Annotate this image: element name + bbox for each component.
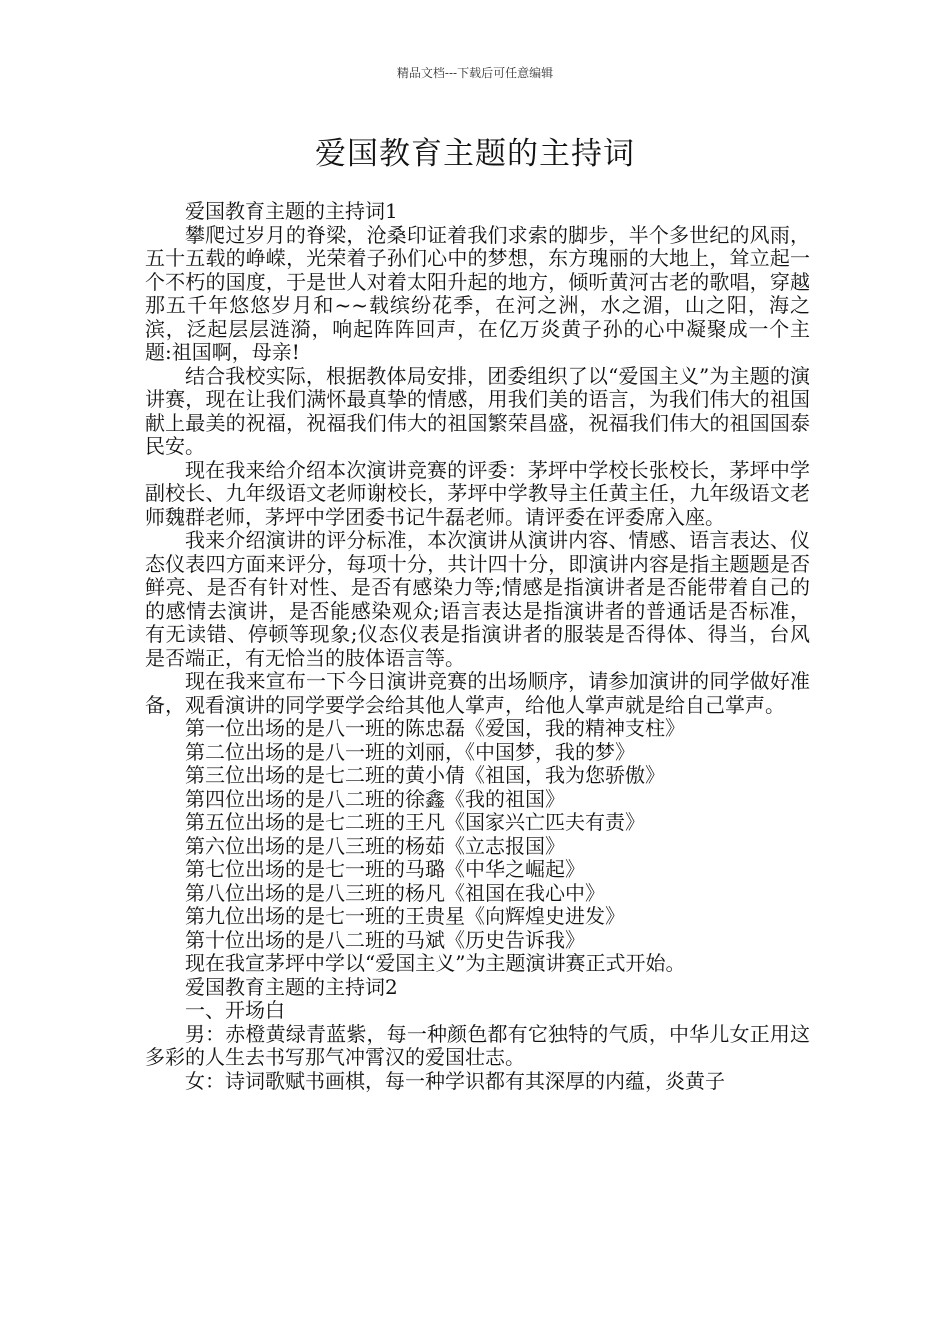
- list-item: 第十位出场的是八二班的马斌《历史告诉我》: [185, 927, 585, 952]
- list-item: 第四位出场的是八二班的徐鑫《我的祖国》: [185, 786, 565, 811]
- paragraph: 我来介绍演讲的评分标准，本次演讲从演讲内容、情感、语言表达、仪态仪表四方面来评分，每项十分，共计四十分，即演讲内容是指主题题是否鲜亮、是否有针对性、是否有感染力等;情感是指演讲者是否能带着自己的的感情去演讲，是否能感染观众;语言表达是指演讲者的普通话是否标准，有无读错、停顿等现象;仪态仪表是指演讲者的服装是否得体、得当，台风是否端正，有无恰当的肢体语言等。: [145, 528, 810, 670]
- list-item: 第一位出场的是八一班的陈忠磊《爱国，我的精神支柱》: [185, 716, 685, 740]
- list-item: 第三位出场的是七二班的黄小倩《祖国，我为您骄傲》: [185, 763, 665, 787]
- list-item: 第二位出场的是八一班的刘丽，《中国梦，我的梦》: [185, 739, 635, 764]
- list-item: 第五位出场的是七二班的王凡《国家兴亡匹夫有责》: [185, 810, 645, 834]
- list-item: 第九位出场的是七一班的王贵星《向辉煌史进发》: [185, 904, 625, 928]
- paragraph: 现在我来给介绍本次演讲竞赛的评委：茅坪中学校长张校长，茅坪中学副校长、九年级语文老师谢校长，茅坪中学教导主任黄主任，九年级语文老师魏群老师，茅坪中学团委书记牛磊老师。请评委在评委席入座。: [145, 457, 810, 529]
- page-header: 精品文档---下载后可任意编辑: [396, 66, 554, 80]
- paragraph: 攀爬过岁月的脊梁，沧桑印证着我们求索的脚步，半个多世纪的风雨，五十五载的峥嵘，光荣着子孙们心中的梦想，东方瑰丽的大地上，耸立起一个不朽的国度，于是世人对着太阳升起的地方，倾听黄河古老的歌唱，穿越那五千年悠悠岁月和~~载缤纷花季，在河之洲，水之湄，山之阳，海之滨，泛起层层涟漪，响起阵阵回声，在亿万炎黄子孙的心中凝聚成一个主题:祖国啊，母亲!: [145, 222, 810, 364]
- section-heading: 爱国教育主题的主持词1: [185, 199, 398, 223]
- document-title: 爱国教育主题的主持词: [315, 136, 635, 172]
- paragraph: 男：赤橙黄绿青蓝紫，每一种颜色都有它独特的气质，中华儿女正用这多彩的人生去书写那气冲霄汉的爱国壮志。: [145, 1021, 810, 1069]
- list-item: 第七位出场的是七一班的马璐《中华之崛起》: [185, 857, 585, 881]
- paragraph: 女：诗词歌赋书画棋，每一种学识都有其深厚的内蕴，炎黄子: [185, 1068, 725, 1093]
- paragraph: 现在我来宣布一下今日演讲竞赛的出场顺序，请参加演讲的同学做好准备，观看演讲的同学要学会给其他人掌声，给他人掌声就是给自己掌声。: [145, 669, 810, 717]
- paragraph: 现在我宣茅坪中学以“爱国主义”为主题演讲赛正式开始。: [185, 951, 686, 975]
- list-item: 第八位出场的是八三班的杨凡《祖国在我心中》: [185, 880, 605, 905]
- list-item: 第六位出场的是八三班的杨茹《立志报国》: [185, 833, 565, 858]
- paragraph: 结合我校实际，根据教体局安排，团委组织了以“爱国主义”为主题的演讲赛，现在让我们满怀最真挚的情感，用我们美的语言，为我们伟大的祖国献上最美的祝福，祝福我们伟大的祖国繁荣昌盛，祝福我们伟大的祖国国泰民安。: [145, 363, 810, 458]
- section-heading: 爱国教育主题的主持词2: [185, 974, 398, 999]
- subsection-heading: 一、开场白: [185, 998, 285, 1022]
- document-body: [145, 200, 810, 1093]
